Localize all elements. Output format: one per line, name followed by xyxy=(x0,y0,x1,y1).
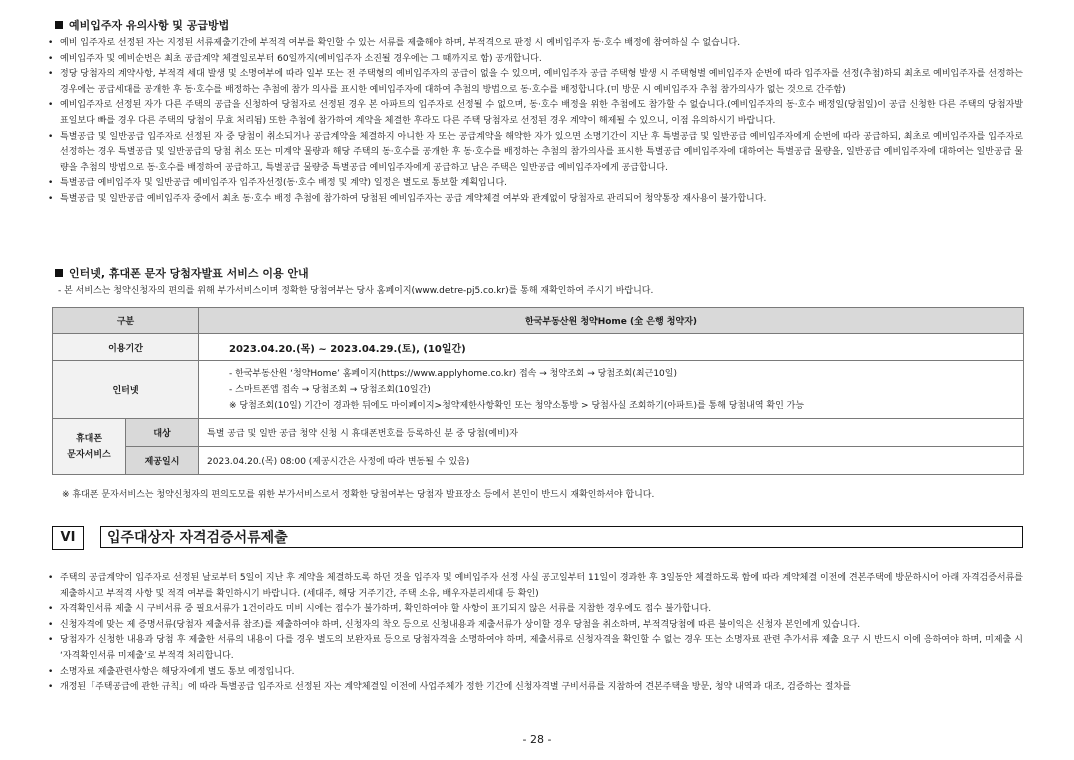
internet-line-2: - 스마트폰앱 접속 → 당첨조회 → 당첨조회(10일간) xyxy=(229,384,431,395)
page-number: - 28 - xyxy=(522,733,552,746)
period-value: 2023.04.20.(목) ~ 2023.04.29.(토), (10일간) xyxy=(199,334,1024,361)
table-header-provider: 한국부동산원 청약Home (全 은행 청약자) xyxy=(199,308,1024,334)
list-item: • 특별공급 예비입주자 및 일반공급 예비입주자 입주자선정(동·호수 배정 및 계약) 일정은 별도로 통보할 계획입니다. xyxy=(48,176,1023,192)
bullet-icon: • xyxy=(48,69,54,80)
list-item: • 당첨자가 신청한 내용과 당첨 후 제출한 서류의 내용이 다를 경우 별도의 보완자료 등으로 당첨자격을 소명하여야 하며, 제출서류로 신청자격을 확인할 수 없는 경우 또는 소명자료 관련 추가서류 제출 요구 시 반드시 이에 응하여야 하며, 미제출 시 ‘자격확인서류 미제출’로 부적격 처리합니다. xyxy=(48,635,1023,661)
internet-line-1: - 한국부동산원 ‘청약Home’ 홈페이지(https://www.applyhome.co.kr) 접속 → 청약조회 → 당첨조회(최근10일) xyxy=(229,368,677,379)
table-row xyxy=(53,334,1024,361)
square-bullet-icon xyxy=(55,269,63,277)
list-item: • 예비입주자 및 예비순번은 최초 공급계약 체결일로부터 60일까지(예비입주자 소진될 경우에는 그 때까지로 함) 공개합니다. xyxy=(48,52,1023,68)
square-bullet-icon xyxy=(55,21,63,29)
list-item: • 정당 당첨자의 계약사항, 부적격 세대 발생 및 소명여부에 따라 일부 또는 전 주택형의 예비입주자의 공급이 없을 수 있으며, 예비입주자 공급 주택형 발생 시 주택형별 예비입주자 순번에 따라 입주자를 선정(추첨)하되 최초로 예비입주자를 선정하는 경우에는 공급세대를 공개한 후 동·호수를 배정하는 추첨에 참가 의사를 표시한 예비입주자에 대하여 추첨의 방법으로 동·호수를 배정합니다.(미 방문 시 예비입주자 추첨 참가의사가 없는 것으로 간주함) xyxy=(48,69,1023,95)
list-item: • 소명자료 제출관련사항은 해당자에게 별도 통보 예정입니다. xyxy=(48,665,1023,681)
bullet-icon: • xyxy=(48,178,54,189)
list-item: • 신청자격에 맞는 제 증명서류(당첨자 제출서류 참조)를 제출하여야 하며, 신청자의 착오 등으로 신청내용과 제출서류가 상이할 경우 당첨을 취소하며, 부적격당첨에 따른 불이익은 신청자 본인에게 있습니다. xyxy=(48,618,1023,634)
table-row xyxy=(53,361,1024,419)
target-value: 특별 공급 및 일반 공급 청약 신청 시 휴대폰번호를 등록하신 분 중 당첨(예비)자 xyxy=(199,419,1024,447)
section-title-reserve: 예비입주자 유의사항 및 공급방법 xyxy=(55,19,229,33)
sms-label: 휴대폰 문자서비스 xyxy=(53,419,126,475)
list-item: • 주택의 공급계약이 입주자로 선정된 날로부터 5일이 지난 후 계약을 체결하도록 하던 것을 입주자 및 예비입주자 선정 사실 공고일부터 11일이 경과한 후 3일동안 체결하도록 함에 따라 계약체결 이전에 견본주택에 방문하시어 아래 자격검증서류를 제출하시고 부적격 사항 및 적격 여부를 확인하시기 바랍니다. (세대주, 해당 거주기간, 주택 소유, 배우자분리세대 등 확인) xyxy=(48,573,1023,599)
internet-value xyxy=(199,361,1024,419)
bullet-icon: • xyxy=(48,53,54,64)
list-item: • 특별공급 및 일반공급 예비입주자 중에서 최초 동·호수 배정 추첨에 참가하여 당첨된 예비입주자는 공급 계약체결 여부와 관계없이 당첨자로 관리되어 청약통장 재사용이 불가합니다. xyxy=(48,192,1023,208)
bullet-icon: • xyxy=(48,131,54,142)
bullet-icon: • xyxy=(48,573,54,583)
list-item: • 개정된「주택공급에 관한 규칙」에 따라 특별공급 입주자로 선정된 자는 계약체결일 이전에 사업주체가 정한 기간에 신청자격별 구비서류를 지참하여 견본주택을 방문, 청약 내역과 대조, 검증하는 절차를 xyxy=(48,680,1023,696)
period-label: 이용기간 xyxy=(53,334,199,361)
table-header-category: 구분 xyxy=(53,308,199,334)
list-item: • 예비 입주자로 선정된 자는 지정된 서류제출기간에 부적격 여부를 확인할 수 있는 서류를 제출해야 하며, 부적격으로 판정 시 예비입주자 동·호수 배정에 참여하실 수 없습니다. xyxy=(48,36,1023,52)
table-row xyxy=(53,447,1024,475)
bullet-icon: • xyxy=(48,604,54,615)
bullet-icon: • xyxy=(48,666,54,677)
internet-line-3: ※ 당첨조회(10일) 기간이 경과한 뒤에도 마이페이지>청약제한사항확인 또는 청약소통방 > 당첨사실 조회하기(아파트)를 통해 당첨내역 확인 가능 xyxy=(229,400,805,411)
bullet-icon: • xyxy=(48,100,54,111)
table-row xyxy=(53,419,1024,447)
time-value: 2023.04.20.(목) 08:00 (제공시간은 사정에 따라 변동될 수 있음) xyxy=(199,447,1024,475)
bullet-icon: • xyxy=(48,38,54,48)
bullet-icon: • xyxy=(48,193,54,204)
section-title-sms: 인터넷, 휴대폰 문자 당첨자발표 서비스 이용 안내 xyxy=(55,267,309,281)
announcement-service-table xyxy=(52,307,1024,475)
internet-label: 인터넷 xyxy=(53,361,199,419)
list-item: • 특별공급 및 일반공급 입주자로 선정된 자 중 당첨이 취소되거나 공급계약을 체결하지 아니한 자 또는 공급계약을 해약한 자가 있으면 소명기간이 지난 후 특별공급 및 일반공급 예비입주자에게 순번에 따라 공급하되, 최초로 예비입주자를 입주자로 선정하는 경우 특별공급 및 일반공급의 당첨 취소 또는 미계약 물량과 해당 주택의 동·호수를 공개한 후 동·호수를 배정하는 추첨의 참가의사를 표시한 특별공급 예비입주자에 대하여는 특별공급 물량을, 일반공급 예비입주자에 대하여는 일반공급 물량을 추첨의 방법으로 동·호수를 배정하여 공급하고, 특별공급 물량중 특별공급 예비입주자에게 공급하고 남은 주택은 일반공급 예비입주자에게 공급합니다. xyxy=(48,131,1023,173)
sms-note: ※ 휴대폰 문자서비스는 청약신청자의 편의도모를 위한 부가서비스로서 정확한 당첨여부는 당첨자 발표장소 등에서 본인이 반드시 재확인하셔야 합니다. xyxy=(62,490,655,500)
bullet-icon: • xyxy=(48,682,54,693)
reserve-notice-list xyxy=(48,36,1023,208)
list-item: • 예비입주자로 선정된 자가 다른 주택의 공급을 신청하여 당첨자로 선정된 경우 본 아파트의 입주자로 선정될 수 없으며, 동·호수 배정을 위한 추첨에도 참가할 수 없습니다.(예비입주자의 동·호수 배정일(당첨일)이 공급 신청한 다른 주택의 당첨자발표일보다 빠를 경우 다른 주택의 당첨이 무효 처리됨) 또한 추첨에 참가하여 계약을 체결한 후라도 다른 주택 당첨자로 선정된 경우 계약이 해제될 수 있으니, 이점 유의하시기 바랍니다. xyxy=(48,100,1023,126)
bullet-icon: • xyxy=(48,619,54,630)
list-item: • 자격확인서류 제출 시 구비서류 중 필요서류가 1건이라도 미비 시에는 접수가 불가하며, 확인하여야 할 사항이 표기되지 않은 서류를 지참한 경우에도 접수 불가합니다. xyxy=(48,602,1023,618)
time-label: 제공일시 xyxy=(126,447,199,475)
bullet-icon: • xyxy=(48,635,54,646)
target-label: 대상 xyxy=(126,419,199,447)
document-submission-list xyxy=(48,571,1023,696)
service-intro: - 본 서비스는 청약신청자의 편의를 위해 부가서비스이며 정확한 당첨여부는 당사 홈페이지(www.detre-pj5.co.kr)를 통해 재확인하여 주시기 바랍니다. xyxy=(58,286,654,296)
chapter-title: 입주대상자 자격검증서류제출 xyxy=(100,526,1023,548)
chapter-number: VI xyxy=(52,526,84,550)
table-row xyxy=(53,308,1024,334)
